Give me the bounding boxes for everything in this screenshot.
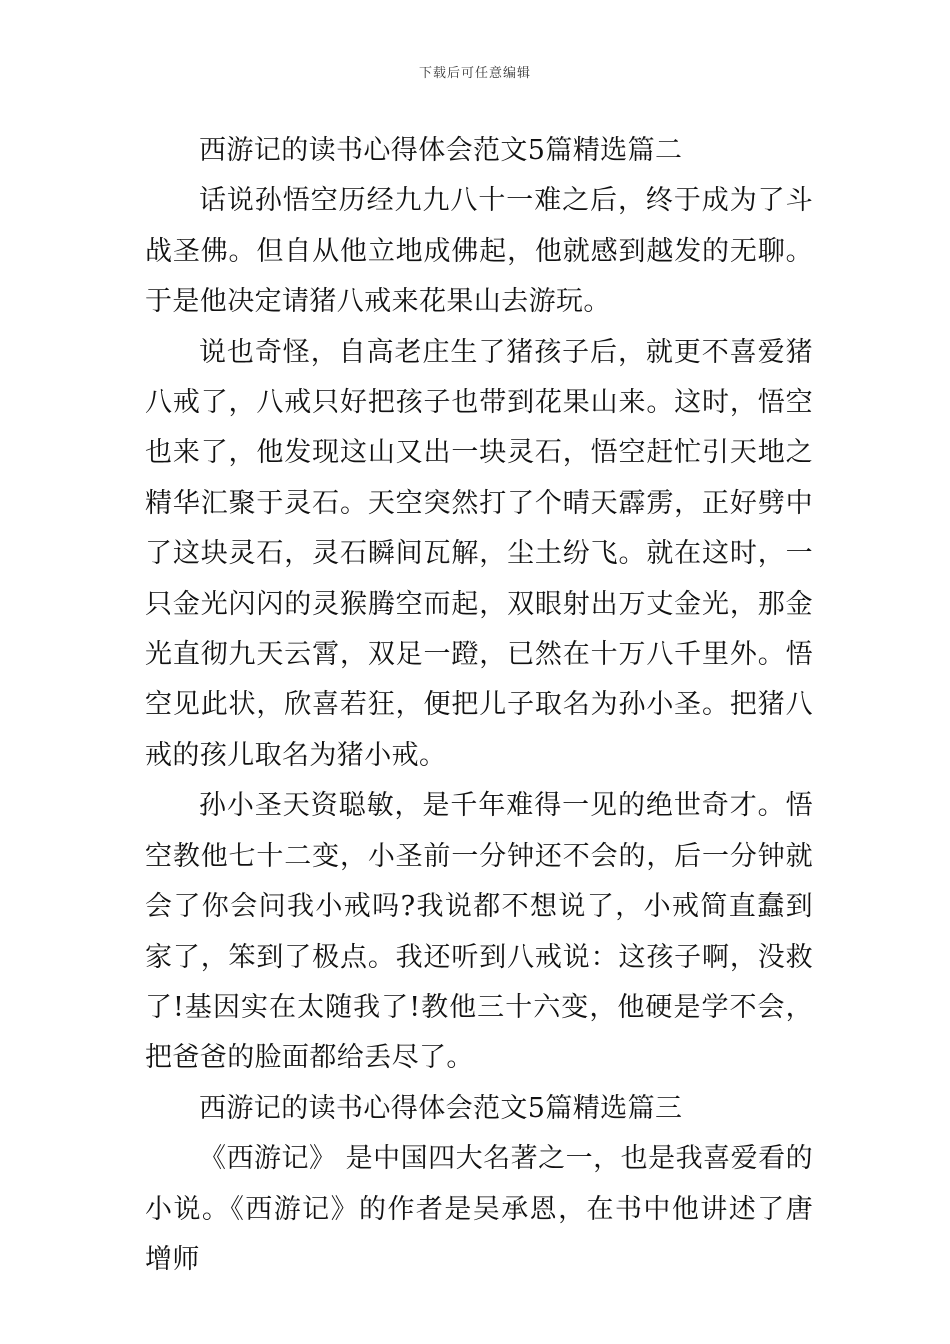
section-heading-3: 西游记的读书心得体会范文5篇精选篇三 — [199, 1092, 683, 1124]
page-header-note: 下载后可任意编辑 — [418, 66, 531, 81]
paragraph: 话说孙悟空历经九九八十一难之后，终于成为了斗战圣佛。但自从他立地成佛起，他就感到越发的无聊。于是他决定请猪八戒来花果山去游玩。 — [145, 185, 813, 318]
paragraph: 孙小圣天资聪敏，是千年难得一见的绝世奇才。悟空教他七十二变，小圣前一分钟还不会的，后一分钟就会了你会问我小戒吗?我说都不想说了，小戒简直蠢到家了，笨到了极点。我还听到八戒说：这孩子啊，没救了!基因实在太随我了!教他三十六变，他硬是学不会，把爸爸的脸面都给丢尽了。 — [145, 790, 813, 1074]
paragraph: 说也奇怪，自高老庄生了猪孩子后，就更不喜爱猪八戒了，八戒只好把孩子也带到花果山来。这时，悟空也来了，他发现这山又出一块灵石，悟空赶忙引天地之精华汇聚于灵石。天空突然打了个晴天霹雳，正好劈中了这块灵石，灵石瞬间瓦解，尘土纷飞。就在这时，一只金光闪闪的灵猴腾空而起，双眼射出万丈金光，那金光直彻九天云霄，双足一蹬，已然在十万八千里外。悟空见此状，欣喜若狂，便把儿子取名为孙小圣。把猪八戒的孩儿取名为猪小戒。 — [145, 336, 813, 771]
article-body — [145, 126, 813, 1285]
section-heading-2: 西游记的读书心得体会范文5篇精选篇二 — [199, 135, 683, 166]
paragraph: 《西游记》 是中国四大名著之一，也是我喜爱看的小说。《西游记》的作者是吴承恩，在书中他讲述了唐增师 — [145, 1143, 813, 1275]
